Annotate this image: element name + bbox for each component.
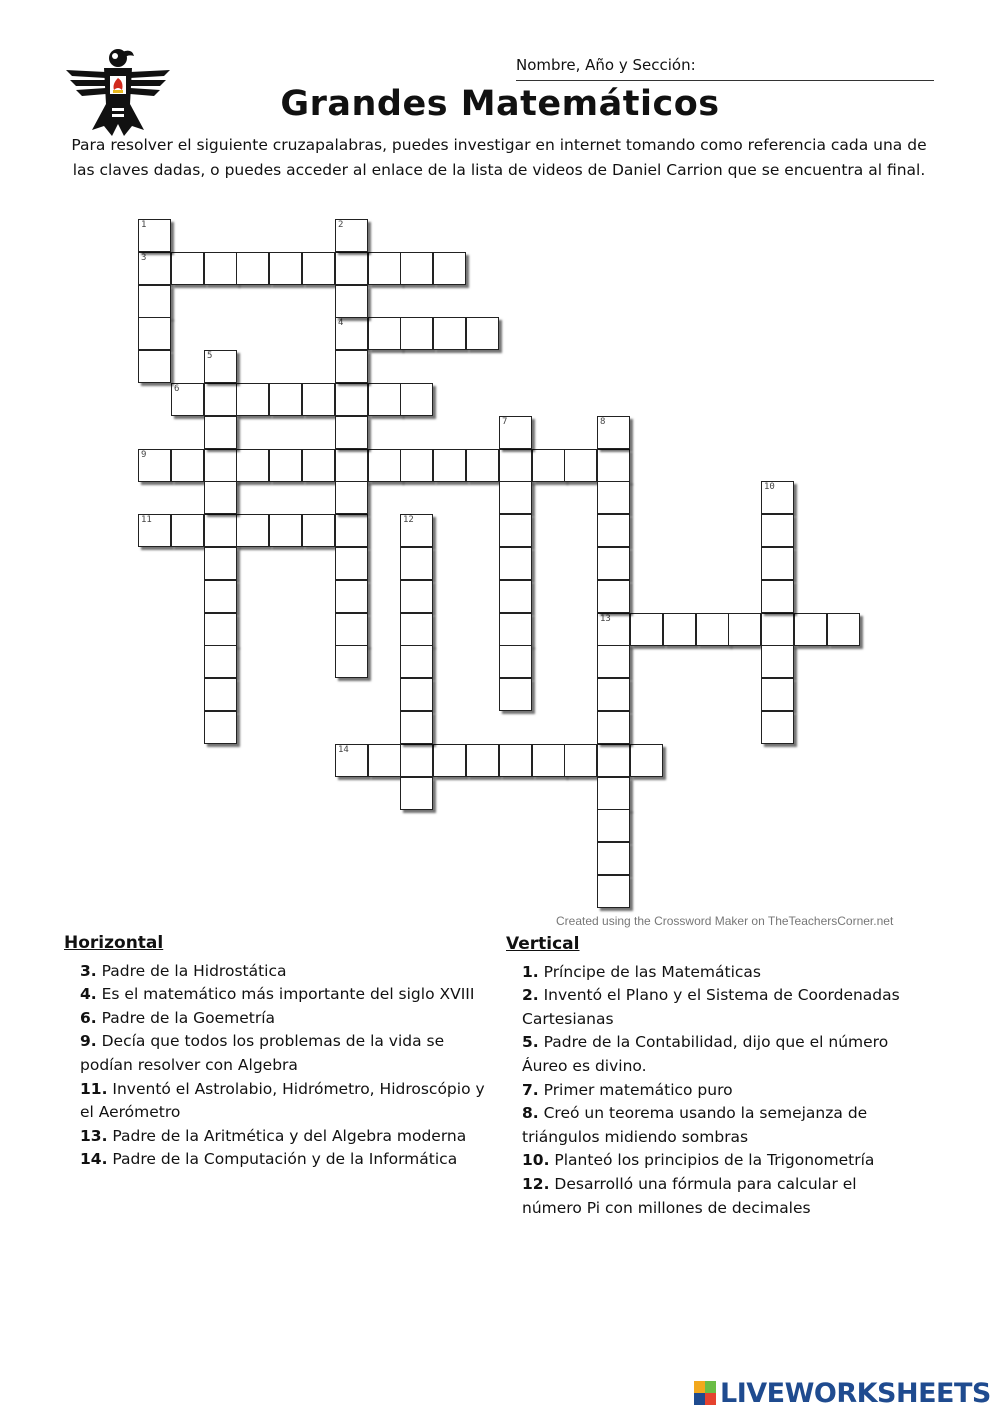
clue-number: 2. [522, 986, 539, 1005]
clue-number: 10 [764, 482, 775, 492]
vertical-clue [522, 1031, 916, 1078]
crossword-cell[interactable] [335, 514, 368, 547]
crossword-cell[interactable] [696, 613, 729, 646]
crossword-cell[interactable] [794, 613, 827, 646]
letter-input[interactable] [762, 548, 793, 579]
horizontal-clue [80, 960, 494, 984]
letter-input[interactable] [336, 515, 367, 546]
crossword-cell[interactable] [433, 449, 466, 482]
crossword-cell[interactable] [368, 383, 401, 416]
letter-input[interactable] [401, 778, 432, 809]
letter-input[interactable] [270, 515, 301, 546]
letter-input[interactable] [762, 712, 793, 743]
crossword-cell[interactable] [597, 449, 630, 482]
letter-input[interactable] [598, 515, 629, 546]
clue-text: Desarrolló una fórmula para calcular el número Pi con millones de decimales [522, 1174, 857, 1217]
liveworksheets-logo-icon [694, 1381, 716, 1405]
letter-input[interactable] [401, 450, 432, 481]
crossword-cell[interactable] [138, 350, 171, 383]
letter-input[interactable] [401, 384, 432, 415]
vertical-clue [522, 1173, 916, 1220]
crossword-cell[interactable] [138, 252, 171, 285]
crossword-cell[interactable] [466, 449, 499, 482]
clue-number: 8. [522, 1104, 539, 1123]
letter-input[interactable] [828, 614, 859, 645]
letter-input[interactable] [205, 679, 236, 710]
letter-input[interactable] [401, 646, 432, 677]
intro-text: Para resolver el siguiente cruzapalabras, puedes investigar en internet tomando como referencia cada una de las claves dadas, o puedes acceder al enlace de la lista de videos de Daniel Carrion que se encuentra al final. [71, 136, 927, 179]
crossword-cell[interactable] [499, 645, 532, 678]
letter-input[interactable] [762, 581, 793, 612]
letter-input[interactable] [237, 253, 268, 284]
clue-number: 1 [141, 220, 147, 230]
letter-input[interactable] [598, 843, 629, 874]
crossword-cell[interactable] [400, 645, 433, 678]
horizontal-clue [80, 1148, 494, 1172]
letter-input[interactable] [205, 482, 236, 513]
liveworksheets-logo [694, 1376, 991, 1410]
letter-input[interactable] [598, 581, 629, 612]
letter-input[interactable] [336, 482, 367, 513]
letter-input[interactable] [631, 745, 662, 776]
letter-input[interactable] [598, 876, 629, 907]
crossword-cell[interactable] [171, 383, 204, 416]
letter-input[interactable] [369, 253, 400, 284]
clue-number: 6 [174, 384, 180, 394]
crossword-cell[interactable] [335, 613, 368, 646]
letter-input[interactable] [795, 614, 826, 645]
letter-input[interactable] [467, 318, 498, 349]
crossword-cell[interactable] [236, 252, 269, 285]
crossword-cell[interactable] [400, 744, 433, 777]
clue-number: 13. [80, 1126, 108, 1145]
crossword-cell[interactable] [269, 252, 302, 285]
clue-text: Príncipe de las Matemáticas [538, 962, 761, 981]
letter-input[interactable] [434, 745, 465, 776]
crossword-cell[interactable] [597, 613, 630, 646]
crossword-cell[interactable] [269, 383, 302, 416]
letter-input[interactable] [336, 384, 367, 415]
letter-input[interactable] [205, 548, 236, 579]
crossword-cell[interactable] [761, 514, 794, 547]
crossword-cell[interactable] [236, 383, 269, 416]
letter-input[interactable] [500, 679, 531, 710]
clue-number: 5. [522, 1033, 539, 1052]
crossword-credit: Created using the Crossword Maker on TheTeachersCorner.net [556, 914, 894, 928]
crossword-cell[interactable] [761, 547, 794, 580]
clue-text: Padre de la Contabilidad, dijo que el número Áureo es divino. [522, 1033, 889, 1075]
crossword-cell[interactable] [597, 645, 630, 678]
letter-input[interactable] [500, 581, 531, 612]
letter-input[interactable] [434, 253, 465, 284]
letter-input[interactable] [401, 614, 432, 645]
clue-text: Inventó el Plano y el Sistema de Coordenadas Cartesianas [522, 986, 900, 1028]
letter-input[interactable] [664, 614, 695, 645]
letter-input[interactable] [205, 712, 236, 743]
crossword-cell[interactable] [761, 481, 794, 514]
name-label: Nombre, Año y Sección: [516, 56, 696, 74]
clue-number: 4. [80, 985, 97, 1004]
crossword-cell[interactable] [269, 449, 302, 482]
letter-input[interactable] [205, 646, 236, 677]
crossword-cell[interactable] [400, 547, 433, 580]
crossword-cell[interactable] [368, 317, 401, 350]
crossword-cell[interactable] [302, 449, 335, 482]
crossword-cell[interactable] [433, 744, 466, 777]
letter-input[interactable] [598, 646, 629, 677]
crossword-cell[interactable] [597, 777, 630, 810]
clue-text: Creó un teorema usando la semejanza de triángulos midiendo sombras [522, 1104, 868, 1146]
letter-input[interactable] [205, 450, 236, 481]
crossword-cell[interactable] [335, 449, 368, 482]
crossword-cell[interactable] [138, 219, 171, 252]
crossword-cell[interactable] [368, 449, 401, 482]
crossword-cell[interactable] [204, 416, 237, 449]
clue-text: Es el matemático más importante del siglo XVIII [96, 985, 475, 1004]
crossword-cell[interactable] [597, 481, 630, 514]
crossword-cell[interactable] [204, 580, 237, 613]
letter-input[interactable] [401, 253, 432, 284]
letter-input[interactable] [336, 450, 367, 481]
crossword-cell[interactable] [499, 416, 532, 449]
crossword-cell[interactable] [368, 252, 401, 285]
clue-number: 7 [502, 417, 508, 427]
clue-text: Decía que todos los problemas de la vida se podían resolver con Algebra [80, 1032, 445, 1074]
crossword-cell[interactable] [302, 252, 335, 285]
page-title: Grandes Matemáticos [280, 84, 720, 124]
clue-number: 14. [80, 1150, 108, 1169]
clue-text: Primer matemático puro [538, 1080, 733, 1099]
crossword-cell[interactable] [204, 711, 237, 744]
horizontal-clue [80, 1030, 494, 1077]
crossword-cell[interactable] [302, 514, 335, 547]
crossword-cell[interactable] [335, 744, 368, 777]
letter-input[interactable] [401, 581, 432, 612]
clue-number: 9. [80, 1032, 97, 1051]
horizontal-clue [80, 1125, 494, 1149]
crossword-cell[interactable] [630, 613, 663, 646]
crossword-cell[interactable] [597, 744, 630, 777]
crossword-cell[interactable] [499, 744, 532, 777]
letter-input[interactable] [336, 286, 367, 317]
clue-text: Padre de la Aritmética y del Algebra moderna [107, 1126, 467, 1145]
letter-input[interactable] [598, 810, 629, 841]
crossword-cell[interactable] [400, 580, 433, 613]
letter-input[interactable] [401, 548, 432, 579]
horizontal-heading: Horizontal [64, 933, 164, 953]
letter-input[interactable] [205, 253, 236, 284]
letter-input[interactable] [598, 778, 629, 809]
letter-input[interactable] [434, 318, 465, 349]
letter-input[interactable] [205, 614, 236, 645]
letter-input[interactable] [762, 614, 793, 645]
vertical-clue [522, 961, 916, 985]
crossword-cell[interactable] [761, 580, 794, 613]
crossword-cell[interactable] [171, 449, 204, 482]
crossword-cell[interactable] [335, 547, 368, 580]
crossword-cell[interactable] [499, 481, 532, 514]
vertical-heading: Vertical [506, 934, 580, 954]
letter-input[interactable] [336, 351, 367, 382]
letter-input[interactable] [762, 646, 793, 677]
crossword-cell[interactable] [663, 613, 696, 646]
vertical-clue [522, 984, 916, 1031]
clue-number: 12. [522, 1174, 550, 1193]
letter-input[interactable] [500, 548, 531, 579]
crossword-cell[interactable] [368, 744, 401, 777]
crossword-cell[interactable] [597, 678, 630, 711]
letter-input[interactable] [172, 515, 203, 546]
vertical-clue [522, 1102, 916, 1149]
crossword-cell[interactable] [564, 744, 597, 777]
crossword-cell[interactable] [335, 219, 368, 252]
crossword-cell[interactable] [499, 613, 532, 646]
letter-input[interactable] [237, 450, 268, 481]
crossword-cell[interactable] [597, 809, 630, 842]
crossword-cell[interactable] [302, 383, 335, 416]
clue-number: 11. [80, 1079, 108, 1098]
letter-input[interactable] [500, 646, 531, 677]
crossword-cell[interactable] [400, 317, 433, 350]
letter-input[interactable] [762, 515, 793, 546]
clue-text: Padre de la Hidrostática [96, 961, 287, 980]
letter-input[interactable] [598, 548, 629, 579]
vertical-clue [522, 1079, 916, 1103]
crossword-cell[interactable] [236, 449, 269, 482]
crossword-cell[interactable] [597, 514, 630, 547]
letter-input[interactable] [237, 515, 268, 546]
crossword-cell[interactable] [335, 383, 368, 416]
letter-input[interactable] [598, 745, 629, 776]
crossword-cell[interactable] [335, 350, 368, 383]
letter-input[interactable] [565, 450, 596, 481]
letter-input[interactable] [598, 679, 629, 710]
clue-text: Inventó el Astrolabio, Hidrómetro, Hidroscópio y el Aerómetro [80, 1079, 485, 1122]
letter-input[interactable] [303, 450, 334, 481]
crossword-cell[interactable] [532, 744, 565, 777]
clue-number: 12 [403, 515, 414, 525]
crossword-cell[interactable] [597, 875, 630, 908]
letter-input[interactable] [500, 745, 531, 776]
crossword-cell[interactable] [335, 416, 368, 449]
letter-input[interactable] [598, 482, 629, 513]
crossword-cell[interactable] [761, 613, 794, 646]
clue-number: 3 [141, 253, 147, 263]
crossword-cell[interactable] [138, 449, 171, 482]
clue-number: 14 [338, 745, 349, 755]
letter-input[interactable] [336, 614, 367, 645]
crossword-cell[interactable] [466, 744, 499, 777]
crossword-cell[interactable] [630, 744, 663, 777]
letter-input[interactable] [598, 712, 629, 743]
crossword-cell[interactable] [499, 514, 532, 547]
clue-number: 11 [141, 515, 152, 525]
letter-input[interactable] [369, 745, 400, 776]
crossword-cell[interactable] [171, 514, 204, 547]
letter-input[interactable] [369, 450, 400, 481]
clue-number: 13 [600, 614, 611, 624]
crossword-cell[interactable] [400, 711, 433, 744]
crossword-cell[interactable] [204, 678, 237, 711]
clue-text: Planteó los principios de la Trigonometría [549, 1151, 875, 1170]
letter-input[interactable] [729, 614, 760, 645]
letter-input[interactable] [336, 253, 367, 284]
clue-number: 7. [522, 1080, 539, 1099]
letter-input[interactable] [139, 318, 170, 349]
letter-input[interactable] [303, 515, 334, 546]
crossword-cell[interactable] [138, 514, 171, 547]
crossword-cell[interactable] [761, 678, 794, 711]
crossword-cell[interactable] [335, 645, 368, 678]
crossword-cell[interactable] [335, 252, 368, 285]
crossword-cell[interactable] [204, 350, 237, 383]
crossword-cell[interactable] [597, 580, 630, 613]
letter-input[interactable] [336, 417, 367, 448]
letter-input[interactable] [303, 384, 334, 415]
crossword-cell[interactable] [564, 449, 597, 482]
crossword-cell[interactable] [138, 285, 171, 318]
letter-input[interactable] [270, 253, 301, 284]
crossword-cell[interactable] [597, 416, 630, 449]
clue-text: Padre de la Computación y de la Informática [107, 1150, 458, 1169]
horizontal-clue [80, 1078, 494, 1125]
crossword-cell[interactable] [335, 580, 368, 613]
crossword-cell[interactable] [204, 481, 237, 514]
crossword-cell[interactable] [204, 383, 237, 416]
crossword-cell[interactable] [400, 678, 433, 711]
clue-text: Padre de la Goemetría [96, 1008, 276, 1027]
crossword-cell[interactable] [532, 449, 565, 482]
crossword-cell[interactable] [335, 481, 368, 514]
letter-input[interactable] [500, 614, 531, 645]
crossword-cell[interactable] [499, 678, 532, 711]
letter-input[interactable] [500, 515, 531, 546]
clue-number: 3. [80, 961, 97, 980]
crossword-cell[interactable] [269, 514, 302, 547]
clue-number: 5 [207, 351, 213, 361]
crossword-cell[interactable] [204, 449, 237, 482]
crossword-cell[interactable] [761, 711, 794, 744]
crossword-cell[interactable] [204, 613, 237, 646]
clue-number: 9 [141, 450, 147, 460]
letter-input[interactable] [139, 286, 170, 317]
crossword-cell[interactable] [400, 514, 433, 547]
letter-input[interactable] [598, 450, 629, 481]
letter-input[interactable] [762, 679, 793, 710]
crossword-cell[interactable] [433, 317, 466, 350]
crossword-cell[interactable] [597, 711, 630, 744]
crossword-cell[interactable] [597, 842, 630, 875]
letter-input[interactable] [336, 548, 367, 579]
letter-input[interactable] [565, 745, 596, 776]
crossword-cell[interactable] [433, 252, 466, 285]
clue-number: 6. [80, 1008, 97, 1027]
crossword-cell[interactable] [204, 547, 237, 580]
vertical-clue [522, 1149, 916, 1173]
letter-input[interactable] [205, 384, 236, 415]
horizontal-clue [80, 983, 494, 1007]
crossword-cell[interactable] [499, 449, 532, 482]
letter-input[interactable] [467, 745, 498, 776]
crossword-cell[interactable] [400, 449, 433, 482]
letter-input[interactable] [533, 450, 564, 481]
letter-input[interactable] [697, 614, 728, 645]
crossword-cell[interactable] [236, 514, 269, 547]
letter-input[interactable] [401, 712, 432, 743]
clue-number: 2 [338, 220, 344, 230]
crossword-cell[interactable] [204, 514, 237, 547]
letter-input[interactable] [205, 417, 236, 448]
letter-input[interactable] [303, 253, 334, 284]
clue-number: 10. [522, 1151, 550, 1170]
letter-input[interactable] [401, 679, 432, 710]
letter-input[interactable] [205, 581, 236, 612]
letter-input[interactable] [401, 745, 432, 776]
crossword-cell[interactable] [761, 645, 794, 678]
letter-input[interactable] [369, 384, 400, 415]
crossword-cell[interactable] [335, 285, 368, 318]
letter-input[interactable] [237, 384, 268, 415]
crossword-cell[interactable] [466, 317, 499, 350]
crossword-cell[interactable] [171, 252, 204, 285]
letter-input[interactable] [336, 581, 367, 612]
letter-input[interactable] [434, 450, 465, 481]
clue-number: 1. [522, 962, 539, 981]
crossword-cell[interactable] [499, 547, 532, 580]
letter-input[interactable] [270, 450, 301, 481]
letter-input[interactable] [336, 646, 367, 677]
crossword-cell[interactable] [597, 547, 630, 580]
crossword-cell[interactable] [204, 252, 237, 285]
letter-input[interactable] [533, 745, 564, 776]
letter-input[interactable] [270, 384, 301, 415]
letter-input[interactable] [172, 253, 203, 284]
letter-input[interactable] [467, 450, 498, 481]
crossword-cell[interactable] [400, 613, 433, 646]
crossword-cell[interactable] [138, 317, 171, 350]
crossword-cell[interactable] [400, 252, 433, 285]
letter-input[interactable] [631, 614, 662, 645]
letter-input[interactable] [401, 318, 432, 349]
crossword-cell[interactable] [204, 645, 237, 678]
clue-number: 8 [600, 417, 606, 427]
letter-input[interactable] [172, 450, 203, 481]
letter-input[interactable] [369, 318, 400, 349]
crossword-cell[interactable] [499, 580, 532, 613]
letter-input[interactable] [139, 351, 170, 382]
crossword-cell[interactable] [400, 383, 433, 416]
crossword-cell[interactable] [728, 613, 761, 646]
letter-input[interactable] [500, 482, 531, 513]
crossword-cell[interactable] [335, 317, 368, 350]
crossword-cell[interactable] [827, 613, 860, 646]
crossword-cell[interactable] [400, 777, 433, 810]
horizontal-clue [80, 1007, 494, 1031]
clue-number: 4 [338, 318, 344, 328]
liveworksheets-brand: LIVEWORKSHEETS [720, 1377, 991, 1409]
letter-input[interactable] [500, 450, 531, 481]
vertical-clues [506, 933, 916, 1220]
letter-input[interactable] [205, 515, 236, 546]
horizontal-clues [64, 932, 494, 1172]
